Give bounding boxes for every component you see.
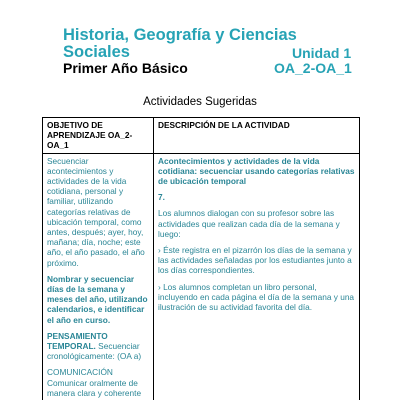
objective-text-1: Secuenciar acontecimientos y actividades de la vida cotidiana, personal y familiar, utilizando categorías relativas de ubicación temporal, como antes, después; ayer, hoy, mañana; día, noche; este año, el año pasado, el año próximo. bbox=[47, 155, 145, 268]
table-header-row bbox=[43, 118, 360, 154]
oa-code-label: OA_2-OA_1 bbox=[274, 60, 352, 76]
unit-label: Unidad 1 bbox=[292, 45, 352, 61]
activity-paragraph-3: › Los alumnos completan un libro personal, incluyendo en cada página el día de la semana y una ilustración de su actividad favorita del día. bbox=[158, 281, 355, 313]
skill-temporal bbox=[47, 331, 149, 362]
objective-text-2: Nombrar y secuenciar días de la semana y meses del año, utilizando calendarios, e identificar el año en curso. bbox=[47, 273, 148, 325]
objective-cell bbox=[43, 153, 154, 400]
subject-title-line1: Historia, Geografía y Ciencias bbox=[63, 26, 297, 44]
activity-paragraph-2: › Éste registra en el pizarrón los días de la semana y las actividades señaladas por los estudiantes junto a los días correspondientes. bbox=[158, 245, 352, 276]
table-row bbox=[43, 153, 360, 400]
activity-table bbox=[42, 117, 360, 400]
col-header-description: DESCRIPCIÓN DE LA ACTIVIDAD bbox=[154, 118, 360, 154]
skill-communication-text: Comunicar oralmente de manera clara y coherente bbox=[47, 377, 142, 398]
description-cell bbox=[154, 153, 360, 400]
section-title: Actividades Sugeridas bbox=[143, 96, 257, 108]
skill-communication-title: COMUNICACIÓN bbox=[47, 367, 113, 378]
activity-number: 7. bbox=[158, 192, 165, 203]
skill-temporal-text: Secuenciar cronológicamente: (OA a) bbox=[47, 341, 142, 362]
subject-title-line2: Sociales bbox=[63, 43, 130, 61]
skill-temporal-title: PENSAMIENTO TEMPORAL. bbox=[47, 330, 108, 352]
grade-label: Primer Año Básico bbox=[63, 60, 188, 76]
col-header-objective: OBJETIVO DE APRENDIZAJE OA_2-OA_1 bbox=[43, 118, 154, 154]
activity-title: Acontecimientos y actividades de la vida cotidiana: secuenciar usando categorías relativas de ubicación temporal bbox=[158, 155, 355, 187]
activity-paragraph-1: Los alumnos dialogan con su profesor sobre las actividades que realizan cada día de la semana y luego: bbox=[158, 208, 340, 239]
